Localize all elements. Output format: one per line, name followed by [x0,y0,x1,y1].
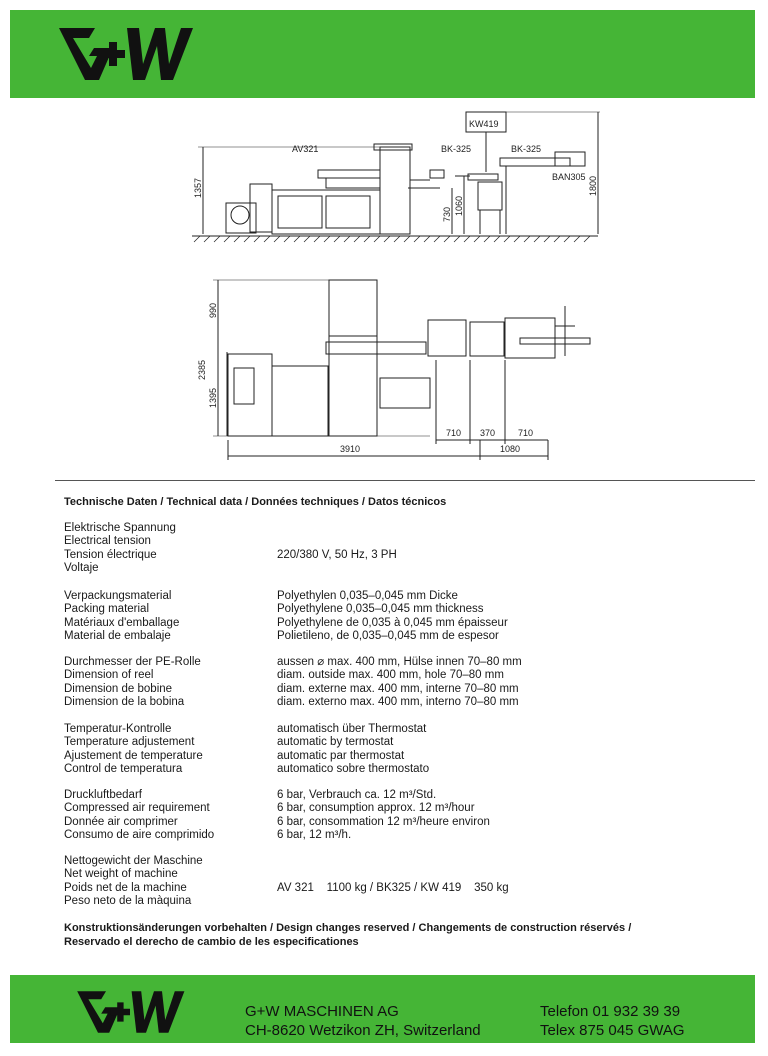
spec-label: Durchmesser der PE-Rolle [64,656,201,668]
spec-value: 6 bar, Verbrauch ca. 12 m³/Std. [277,789,437,801]
spec-value: 220/380 V, 50 Hz, 3 PH [277,548,397,561]
spec-label: Dimension de bobine [64,682,173,695]
spec-value: diam. outside max. 400 mm, hole 70–80 mm [277,669,504,682]
spec-value: Polyethylen 0,035–0,045 mm Dicke [277,590,458,602]
spec-weight [64,855,754,911]
spec-label: Poids net de la machine [64,881,187,894]
contact-info [540,1002,685,1040]
specs-heading: Technische Daten / Technical data / Données techniques / Datos técnicos [64,496,447,508]
spec-air [64,789,754,845]
label-bk325-left: BK-325 [441,144,472,154]
note-line: Konstruktionsänderungen vorbehalten / Design changes reserved / Changements de construction réservés / [64,922,632,934]
dim-370: 370 [480,428,496,438]
spec-label: Dimension of reel [64,669,154,682]
company-name: G+W MASCHINEN AG [245,1003,399,1020]
dim-1800: 1800 [588,175,598,196]
dim-710-left: 710 [446,428,462,438]
spec-value: AV 321 1100 kg / BK325 / KW 419 350 kg [277,881,509,894]
spec-value: diam. externe max. 400 mm, interne 70–80 mm [277,682,519,695]
spec-label: Voltaje [64,561,99,574]
spec-value [277,855,747,868]
side-view [192,112,600,242]
spec-label: Temperatur-Kontrolle [64,723,172,735]
spec-temperature [64,723,754,779]
spec-label: Ajustement de temperature [64,749,203,762]
spec-value: automatic par thermostat [277,749,405,762]
spec-value: diam. externo max. 400 mm, interno 70–80 mm [277,695,519,708]
spec-label: Packing material [64,603,150,616]
spec-label: Dimension de la bobina [64,695,185,708]
top-view [213,280,590,460]
spec-value: automatico sobre thermostato [277,762,430,775]
spec-voltage [64,522,754,578]
label-ban305: BAN305 [552,172,586,182]
spec-label: Druckluftbedarf [64,789,142,801]
spec-value: 6 bar, consumption approx. 12 m³/hour [277,802,475,815]
spec-label: Tension électrique [64,548,157,561]
spec-label: Peso neto de la màquina [64,894,192,907]
spec-label: Verpackungsmaterial [64,590,172,602]
spec-value [277,895,747,908]
spec-value: Polyethylene de 0,035 à 0,045 mm épaisseur [277,616,508,629]
dim-730: 730 [442,206,452,222]
company-location: CH-8620 Wetzikon ZH, Switzerland [245,1022,481,1039]
spec-label: Control de temperatura [64,762,183,775]
spec-packing [64,590,754,646]
dim-3910: 3910 [340,444,361,454]
dim-710-right: 710 [518,428,534,438]
dim-2385: 2385 [197,359,207,380]
dim-1060: 1060 [454,195,464,216]
note-line: Reservado el derecho de cambio de les especificationes [64,936,359,948]
spec-value: 6 bar, 12 m³/h. [277,828,352,841]
spec-value [277,868,747,881]
gw-logo-top [55,24,195,84]
spec-value [277,535,747,548]
spec-value [277,522,747,535]
telex-number: Telex 875 045 GWAG [540,1022,685,1039]
spec-label: Electrical tension [64,535,151,548]
label-av321: AV321 [292,144,319,154]
label-kw419: KW419 [469,119,499,129]
spec-value: Polyethylene 0,035–0,045 mm thickness [277,603,484,616]
dim-1080: 1080 [500,444,521,454]
spec-label: Matériaux d'emballage [64,616,180,629]
spec-value: automatisch über Thermostat [277,723,427,735]
spec-label: Donnée air comprimer [64,815,178,828]
spec-label: Compressed air requirement [64,802,210,815]
spec-value: automatic by termostat [277,736,394,749]
spec-label: Consumo de aire comprimido [64,828,215,841]
spec-label: Temperature adjustement [64,736,195,749]
spec-label: Material de embalaje [64,629,171,642]
spec-value: 6 bar, consommation 12 m³/heure environ [277,815,490,828]
spec-value: aussen ⌀ max. 400 mm, Hülse innen 70–80 mm [277,656,522,668]
spec-label: Net weight of machine [64,868,178,881]
spec-reel [64,656,754,712]
spec-value: Polietileno, de 0,035–0,045 mm de espesor [277,629,499,642]
gw-logo-bottom [60,988,200,1036]
dim-1395: 1395 [208,387,218,408]
phone-number: Telefon 01 932 39 39 [540,1003,681,1020]
section-divider [55,480,755,481]
technical-drawing [0,100,768,470]
dim-1357: 1357 [193,177,203,198]
spec-label: Elektrische Spannung [64,522,176,534]
dim-990: 990 [208,302,218,318]
spec-label: Nettogewicht der Maschine [64,855,203,867]
spec-value [277,562,747,575]
label-bk325-right: BK-325 [511,144,542,154]
company-address [245,1002,481,1040]
design-changes-note [64,921,631,949]
